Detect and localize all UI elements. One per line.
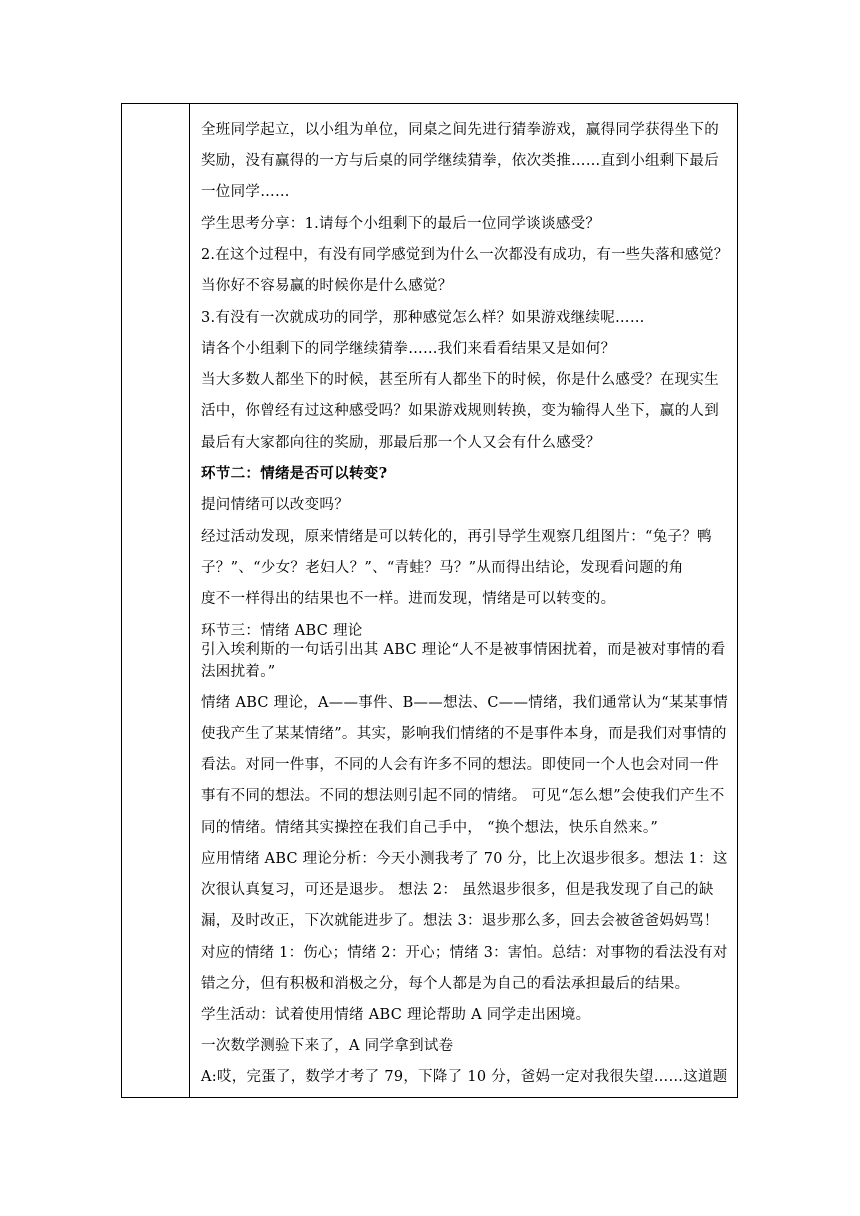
paragraph-line: 提问情绪可以改变吗？: [201, 497, 349, 513]
paragraph-line: 2.在这个过程中，有没有同学感觉到为什么一次都没有成功，有一些失落和感觉？: [201, 247, 729, 263]
paragraph-line: 学生思考分享：1.请每个小组剩下的最后一位同学谈谈感受？: [201, 216, 601, 232]
paragraph-line: 度不一样得出的结果也不一样。进而发现，情绪是可以转变的。: [201, 591, 616, 607]
section-heading: 环节三：情绪 ABC 理论: [201, 623, 363, 639]
paragraph-line: 情绪 ABC 理论，A——事件、B——想法、C——情绪，我们通常认为“某某事情: [201, 695, 729, 711]
paragraph-line: 同的情绪。情绪其实操控在我们自己手中， “换个想法，快乐自然来。”: [201, 820, 659, 836]
paragraph-line: 子？”、“少女？老妇人？”、“青蛙？马？”从而得出结论，发现看问题的角: [201, 560, 684, 576]
section-heading: 环节二：情绪是否可以转变?: [201, 465, 388, 482]
paragraph-line: 法困扰着。”: [201, 664, 276, 680]
paragraph-line: 请各个小组剩下的同学继续猜拳……我们来看看结果又是如何？: [201, 341, 616, 357]
paragraph-line: 看法。对同一件事，不同的人会有许多不同的想法。即使同一个人也会对同一件: [201, 757, 719, 773]
paragraph-line: 应用情绪 ABC 理论分析：今天小测我考了 70 分，比上次退步很多。想法 1：这: [201, 851, 728, 867]
paragraph-line: 对应的情绪 1：伤心；情绪 2：开心；情绪 3：害怕。总结：对事物的看法没有对: [201, 945, 728, 961]
paragraph-line: 当大多数人都坐下的时候，甚至所有人都坐下的时候，你是什么感受？在现实生: [201, 372, 719, 388]
paragraph-line: 次很认真复习，可还是退步。 想法 2： 虽然退步很多，但是我发现了自己的缺: [201, 882, 714, 898]
paragraph-line: A:哎，完蛋了，数学才考了 79，下降了 10 分，爸妈一定对我很失望……这道题: [201, 1069, 728, 1085]
paragraph-line: 经过活动发现，原来情绪是可以转化的，再引导学生观察几组图片：“兔子？鸭: [201, 529, 712, 545]
paragraph-line: 错之分，但有积极和消极之分，每个人都是为自己的看法承担最后的结果。: [201, 976, 690, 992]
paragraph-line: 一位同学……: [201, 184, 290, 200]
paragraph-line: 引入埃利斯的一句话引出其 ABC 理论“人不是被事情困扰着，而是被对事情的看: [201, 642, 726, 658]
left-column-cell: [122, 104, 190, 1097]
paragraph-line: 当你好不容易赢的时候你是什么感觉？: [201, 278, 453, 294]
paragraph-line: 3.有没有一次就成功的同学，那种感觉怎么样？如果游戏继续呢……: [201, 310, 645, 326]
paragraph-line: 使我产生了某某情绪”。其实，影响我们情绪的不是事件本身，而是我们对事情的: [201, 726, 727, 742]
paragraph-line: 漏，及时改正，下次就能进步了。想法 3：退步那么多，回去会被爸爸妈妈骂！: [201, 913, 719, 929]
content-cell: [191, 104, 737, 1097]
paragraph-line: 学生活动：试着使用情绪 ABC 理论帮助 A 同学走出困境。: [201, 1007, 591, 1023]
paragraph-line: 活中，你曾经有过这种感受吗？如果游戏规则转换，变为输得人坐下，赢的人到: [201, 403, 719, 419]
paragraph-line: 全班同学起立，以小组为单位，同桌之间先进行猜拳游戏，赢得同学获得坐下的: [201, 122, 719, 138]
paragraph-line: 最后有大家都向往的奖励，那最后那一个人又会有什么感受？: [201, 435, 601, 451]
paragraph-line: 事有不同的想法。不同的想法则引起不同的情绪。 可见“怎么想”会使我们产生不: [201, 788, 725, 804]
lesson-table: [121, 103, 738, 1098]
paragraph-line: 一次数学测验下来了，A 同学拿到试卷: [201, 1038, 454, 1054]
paragraph-line: 奖励，没有赢得的一方与后桌的同学继续猜拳，依次类推……直到小组剩下最后: [201, 153, 719, 169]
